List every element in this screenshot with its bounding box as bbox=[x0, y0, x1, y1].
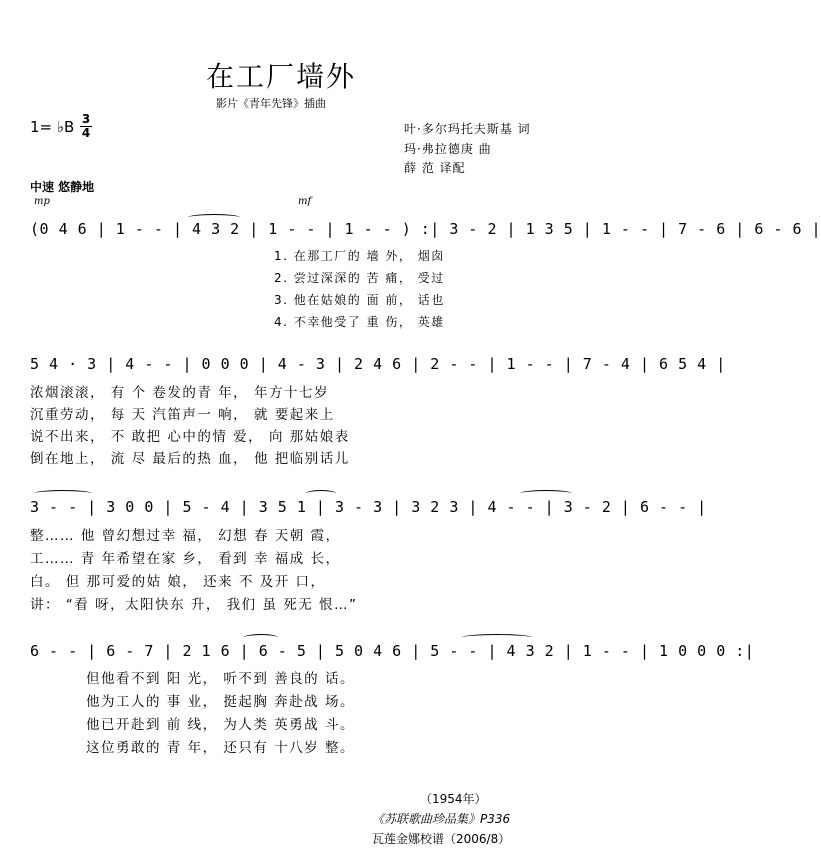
tie-mark bbox=[306, 490, 336, 497]
source-note: 《苏联歌曲珍品集》P336 bbox=[372, 812, 511, 826]
time-signature-bottom: 4 bbox=[81, 126, 91, 140]
credit-lyricist: 叶·多尔玛托夫斯基 词 bbox=[404, 122, 531, 136]
tie-mark bbox=[520, 490, 572, 497]
lyric-row-2-verse-4: 倒在地上， 流 尽 最后的热 血， 他 把临别话儿 bbox=[30, 451, 350, 467]
dynamic-mp: mp bbox=[34, 196, 50, 207]
tempo-marking: 中速 悠静地 bbox=[30, 180, 95, 194]
notation-row-2: 5 4 · 3 | 4 - - | 0 0 0 | 4 - 3 | 2 4 6 | 2 - - | 1 - - | 7 - 4 | 6 5 4 | bbox=[30, 355, 726, 373]
lyric-row-2-verse-2: 沉重劳动， 每 天 汽笛声一 响， 就 要起来上 bbox=[30, 407, 335, 423]
lyric-row-4-verse-4: 这位勇敢的 青 年， 还只有 十八岁 整。 bbox=[86, 740, 355, 756]
tie-mark bbox=[34, 490, 92, 497]
song-title: 在工厂墙外 bbox=[206, 60, 357, 93]
lyric-row-2-verse-3: 说不出来， 不 敢把 心中的情 爱， 向 那姑娘表 bbox=[30, 429, 350, 445]
notation-row-1: (0 4 6 | 1 - - | 4 3 2 | 1 - - | 1 - - ) :| 3 - 2 | 1 3 5 | 1 - - | 7 - 6 | 6 - 6 | bbox=[30, 220, 821, 238]
lyric-row-4-verse-3: 他已开赴到 前 线， 为人类 英勇战 斗。 bbox=[86, 717, 355, 733]
lyric-row-3-verse-2: 工…… 青 年希望在家 乡， 看到 幸 福成 长， bbox=[30, 551, 341, 567]
lyric-row-3-verse-4: 讲： “看 呀，太阳快东 升， 我们 虽 死无 恨…” bbox=[30, 597, 358, 613]
song-subtitle: 影片《青年先锋》插曲 bbox=[216, 97, 326, 110]
time-signature bbox=[80, 114, 92, 139]
lyric-row-3-verse-3: 白。 但 那可爱的姑 娘， 还来 不 及开 口， bbox=[30, 574, 326, 590]
tie-mark bbox=[244, 634, 278, 641]
lyric-row-1-verse-2: 2. 尝过深深的 苦 痛， 受过 bbox=[274, 271, 445, 285]
year-note: （1954年） bbox=[420, 792, 487, 806]
lyric-row-4-verse-1: 但他看不到 阳 光， 听不到 善良的 话。 bbox=[86, 671, 355, 687]
typeset-note: 瓦莲金娜校谱（2006/8） bbox=[372, 832, 511, 846]
credit-composer: 玛·弗拉德庚 曲 bbox=[404, 142, 492, 156]
lyric-row-1-verse-1: 1. 在那工厂的 墙 外， 烟囱 bbox=[274, 249, 445, 263]
time-signature-top: 3 bbox=[81, 112, 91, 126]
notation-row-4: 6 - - | 6 - 7 | 2 1 6 | 6 - 5 | 5 0 4 6 | 5 - - | 4 3 2 | 1 - - | 1 0 0 0 :| bbox=[30, 642, 755, 660]
lyric-row-3-verse-1: 整…… 他 曾幻想过幸 福， 幻想 春 天朝 霞， bbox=[30, 528, 341, 544]
tie-mark bbox=[462, 634, 532, 641]
lyric-row-1-verse-3: 3. 他在姑娘的 面 前， 话也 bbox=[274, 293, 445, 307]
lyric-row-1-verse-4: 4. 不幸他受了 重 伤， 英雄 bbox=[274, 315, 445, 329]
key-signature: 1= ♭B bbox=[30, 118, 75, 136]
notation-row-3: 3 - - | 3 0 0 | 5 - 4 | 3 5 1 | 3 - 3 | 3 2 3 | 4 - - | 3 - 2 | 6 - - | bbox=[30, 498, 707, 516]
lyric-row-2-verse-1: 浓烟滚滚， 有 个 卷发的青 年， 年方十七岁 bbox=[30, 385, 329, 401]
dynamic-mf: mf bbox=[298, 196, 312, 207]
lyric-row-4-verse-2: 他为工人的 事 业， 挺起胸 奔赴战 场。 bbox=[86, 694, 355, 710]
credit-translator: 薛 范 译配 bbox=[404, 161, 466, 175]
